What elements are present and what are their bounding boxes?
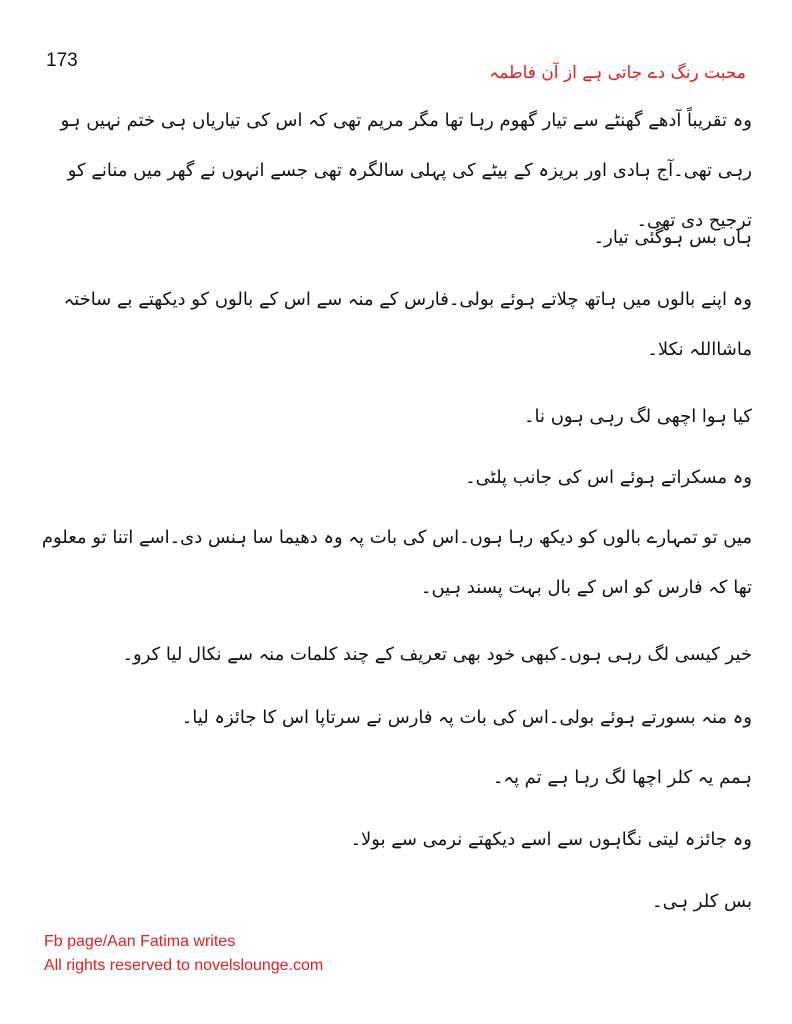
paragraph-3: وہ اپنے بالوں میں ہاتھ چلاتے ہوئے بولی۔فارس کے منہ سے اس کے بالوں کو دیکھتے بے ساختہ ماشااللہ نکلا۔ [63,289,752,360]
paragraph-7: خیر کیسی لگ رہی ہوں۔کبھی خود بھی تعریف کے چند کلمات منہ سے نکال لیا کرو۔ [122,644,752,665]
paragraph-11: بس کلر ہی۔ [652,891,752,912]
footer-rights: All rights reserved to novelslounge.com [44,957,324,974]
paragraph-9: ہمم یہ کلر اچھا لگ رہا ہے تم پہ۔ [492,767,752,788]
paragraph-6: میں تو تمہارے بالوں کو دیکھ رہا ہوں۔اس کی بات پہ وہ دھیما سا ہنس دی۔اسے اتنا تو معلوم تھا کہ فارس کو اس کے بال بہت پسند ہیں۔ [41,527,752,598]
footer-credits [44,930,323,978]
paragraph-5: وہ مسکراتے ہوئے اس کی جانب پلٹی۔ [465,467,752,488]
footer-fb-page: Fb page/Aan Fatima writes [44,933,236,950]
paragraph-2: ہاں بس ہوگئی تیار۔ [593,227,752,248]
paragraph-1: وہ تقریباً آدھے گھنٹے سے تیار گھوم رہا تھا مگر مریم تھی کہ اس کی تیاریاں ہی ختم نہیں ہو رہی تھی۔آج ہادی اور بریزہ کے بیٹے کی پہلی سالگرہ تھی جسے انہوں نے گھر میں منانے کو ترجیح دی تھی۔ [60,110,752,231]
paragraph-8: وہ منہ بسورتے ہوئے بولی۔اس کی بات پہ فارس نے سرتاپا اس کا جائزہ لیا۔ [181,707,752,728]
novel-title-header: محبت رنگ دے جاتی ہے از آن فاطمہ [489,63,746,83]
paragraph-10: وہ جائزہ لیتی نگاہوں سے اسے دیکھتے نرمی سے بولا۔ [350,829,752,850]
paragraph-4: کیا ہوا اچھی لگ رہی ہوں نا۔ [523,406,752,427]
page-number: 173 [46,50,78,71]
